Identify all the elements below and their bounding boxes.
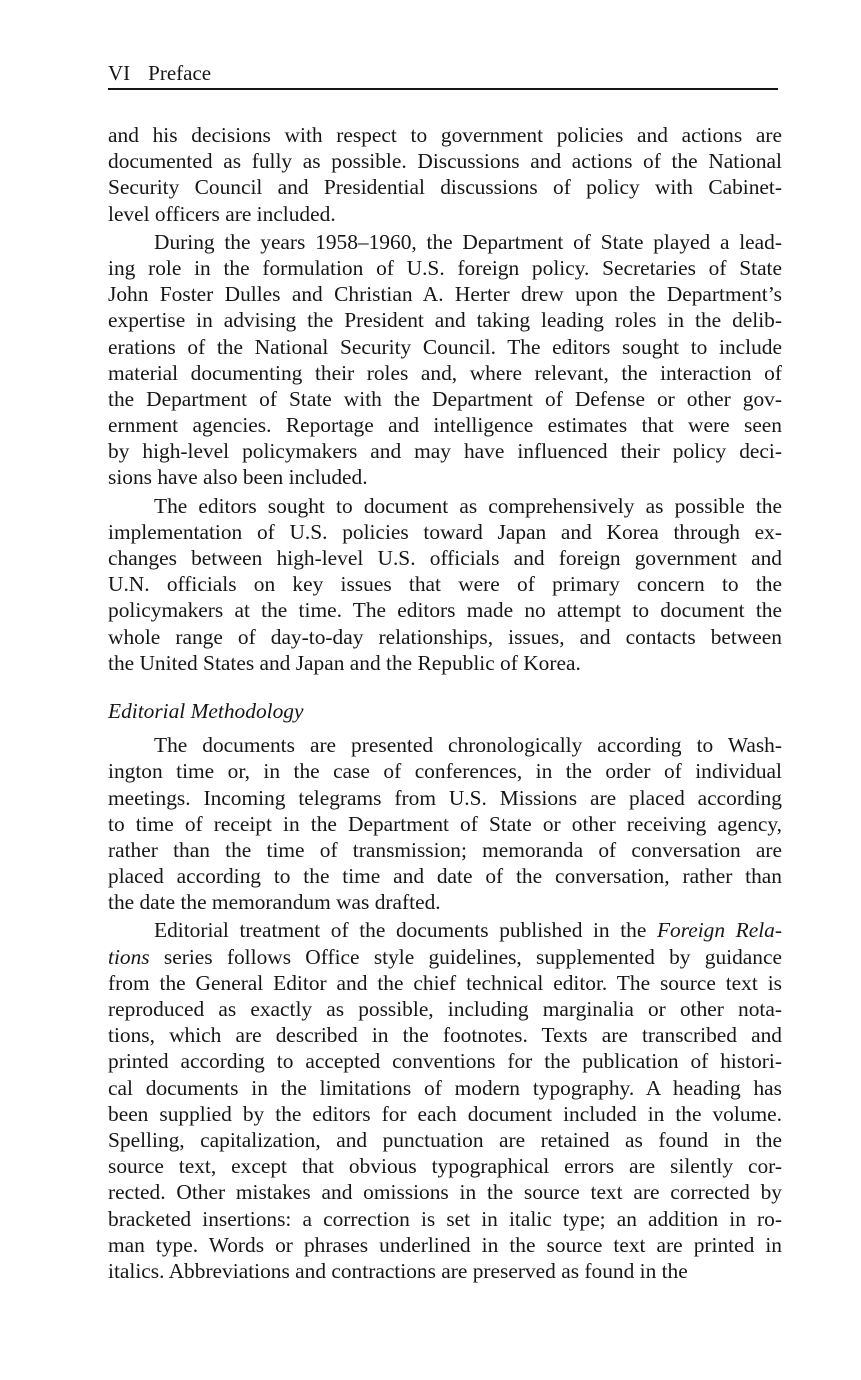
text-segment: rected. Other mistakes and omissions in the source text are corrected by [108,1180,782,1205]
text-segment: cal documents in the limitations of modern typography. A heading has [108,1075,782,1100]
header-rule [108,88,778,90]
text-segment: source text, except that obvious typographical errors are silently cor- [108,1154,782,1179]
text-segment: John Foster Dulles and Christian A. Herter drew upon the Department’s [108,282,782,307]
text-segment: whole range of day-to-day relationships, issues, and contacts between [108,624,782,649]
text-line [108,996,782,1022]
text-segment: U.N. officials on key issues that were of primary concern to the [108,572,782,597]
text-segment: The editors sought to document as comprehensively as possible the [154,493,782,518]
text-segment: changes between high-level U.S. officials and foreign government and [108,546,782,570]
paragraph [108,732,782,915]
text-segment: man type. Words or phrases underlined in the source text are printed in [108,1232,782,1257]
text-segment: the United States and Japan and the Republic of Korea. [108,650,581,675]
text-line [108,148,782,174]
text-line [108,174,782,200]
text-line [108,412,782,438]
intro-paragraphs [108,122,782,676]
text-line [108,1101,782,1127]
text-line [108,863,782,889]
text-line [108,1232,782,1258]
text-line [108,837,782,863]
text-segment: and his decisions with respect to government policies and actions are [108,123,782,147]
text-segment: rather than the time of transmission; memoranda of conversation are [108,837,782,862]
text-segment: Spelling, capitalization, and punctuation are retained as found in the [108,1127,782,1152]
text-segment: from the General Editor and the chief technical editor. The source text is [108,970,782,995]
text-line [108,571,782,597]
text-line [108,624,782,650]
text-line [108,1048,782,1074]
text-line [108,1022,782,1048]
text-segment: italics. Abbreviations and contractions are preserved as found in the [108,1258,688,1283]
text-line [108,229,782,255]
text-segment: reproduced as exactly as possible, including marginalia or other nota- [108,997,782,1021]
text-line [108,255,782,281]
text-line [108,281,782,307]
text-line [108,334,782,360]
text-segment: meetings. Incoming telegrams from U.S. Missions are placed according [108,785,782,810]
text-segment: bracketed insertions: a correction is set in italic type; an addition in ro- [108,1206,782,1231]
italic-title-fragment: Foreign Rela- [656,918,782,943]
text-line [108,1127,782,1153]
text-line [108,811,782,837]
text-segment: ington time or, in the case of conferences, in the order of individual [108,759,782,784]
text-line [108,493,782,519]
text-line [108,944,782,970]
text-line [108,889,782,915]
paragraph [108,122,782,227]
page-number: VI [108,61,131,85]
text-line [108,732,782,758]
text-segment: level officers are included. [108,201,336,226]
text-segment: implementation of U.S. policies toward Japan and Korea through ex- [108,519,782,544]
text-segment: The documents are presented chronologically according to Wash- [154,733,782,758]
text-line [108,519,782,545]
running-head [108,60,778,90]
text-segment: to time of receipt in the Department of State or other receiving agency, [108,811,782,836]
text-line [108,758,782,784]
text-segment: tions, which are described in the footnotes. Texts are transcribed and [108,1023,782,1048]
text-line [108,970,782,996]
text-segment: placed according to the time and date of the conversation, rather than [108,864,782,889]
text-line [108,785,782,811]
paragraph [108,917,782,1284]
text-segment: the Department of State with the Department of Defense or other gov- [108,386,782,411]
text-line [108,464,782,490]
text-segment: expertise in advising the President and taking leading roles in the delib- [108,308,782,333]
text-line [108,545,782,571]
text-line [108,307,782,333]
text-line [108,1075,782,1101]
text-line [108,1258,782,1284]
text-segment: Editorial treatment of the documents published in the [154,918,657,943]
text-segment: printed according to accepted conventions for the publication of histori- [108,1049,782,1074]
paragraph [108,229,782,491]
text-line [108,201,782,227]
text-segment: ernment agencies. Reportage and intelligence estimates that were seen [108,413,782,438]
text-segment: the date the memorandum was drafted. [108,890,441,915]
text-line [108,650,782,676]
text-line [108,1206,782,1232]
text-line [108,386,782,412]
text-segment: series follows Office style guidelines, supplemented by guidance [149,944,782,969]
text-segment: been supplied by the editors for each document included in the volume. [108,1101,782,1126]
text-segment: During the years 1958–1960, the Department of State played a lead- [154,229,782,254]
text-segment: ing role in the formulation of U.S. foreign policy. Secretaries of State [108,255,782,280]
running-title: Preface [148,61,212,85]
section-heading: Editorial Methodology [108,698,304,723]
text-segment: by high-level policymakers and may have influenced their policy deci- [108,439,782,464]
text-line [108,597,782,623]
text-segment: documented as fully as possible. Discussions and actions of the National [108,149,782,174]
text-line [108,917,782,943]
text-segment: Security Council and Presidential discussions of policy with Cabinet- [108,175,782,200]
text-segment: policymakers at the time. The editors made no attempt to document the [108,598,782,623]
paragraph [108,493,782,676]
text-line [108,122,782,148]
text-segment: sions have also been included. [108,465,368,490]
text-segment: material documenting their roles and, where relevant, the interaction of [108,360,782,385]
body-text [108,122,782,1284]
text-segment: erations of the National Security Council. The editors sought to include [108,334,782,359]
text-line [108,360,782,386]
text-line [108,1179,782,1205]
text-line [108,1153,782,1179]
section-paragraphs [108,732,782,1284]
italic-title-fragment: tions [108,944,150,969]
text-line [108,438,782,464]
